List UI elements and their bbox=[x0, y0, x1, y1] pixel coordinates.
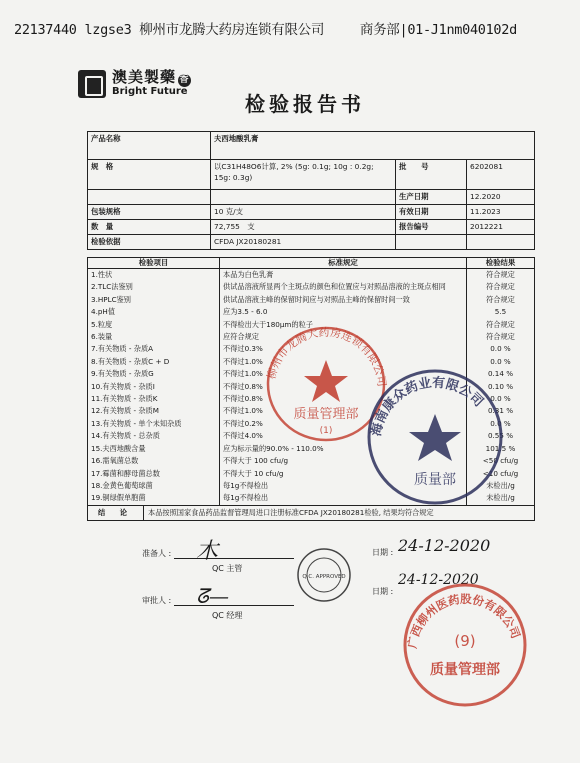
fax-header-line bbox=[14, 18, 517, 38]
approved-label: 审批人 : bbox=[142, 596, 172, 605]
test-row bbox=[88, 294, 535, 306]
test-standard: 不得过4.0% bbox=[220, 430, 467, 442]
stamp3-center-text: Q.C. APPROVED bbox=[302, 574, 346, 580]
test-result: 符合规定 bbox=[467, 269, 535, 281]
conclusion-label: 结 论 bbox=[88, 505, 144, 520]
stamp2-star-icon bbox=[409, 414, 461, 461]
test-standard: 不得过0.2% bbox=[220, 418, 467, 430]
col-result-header: 检验结果 bbox=[467, 258, 535, 269]
test-standard: 本品为白色乳膏 bbox=[220, 269, 467, 281]
stamp1-ring-text: 柳州市龙腾大药房连锁有限公司 bbox=[264, 325, 389, 388]
test-result: 0.0 % bbox=[467, 418, 535, 430]
test-result: 0.0 % bbox=[467, 343, 535, 355]
test-standard: 不得过0.8% bbox=[220, 393, 467, 405]
test-result: 0.0 % bbox=[467, 356, 535, 368]
test-item: 10.有关物质 - 杂质I bbox=[91, 381, 155, 391]
report-no-value: 2012221 bbox=[467, 220, 535, 235]
test-item: 5.粒度 bbox=[91, 319, 113, 329]
test-result: 0.31 % bbox=[467, 405, 535, 417]
prepared-signature: 木 bbox=[196, 539, 219, 564]
stamp2-ring-text: 海南康众药业有限公司 bbox=[369, 375, 486, 438]
test-standard: 不得过1.0% bbox=[220, 368, 467, 380]
logo-cn-text: 澳美製藥 bbox=[112, 68, 177, 87]
test-item: 18.金黄色葡萄球菌 bbox=[91, 480, 153, 490]
basis-label: 检验依据 bbox=[88, 235, 211, 250]
test-standard: 应符合规定 bbox=[220, 331, 467, 343]
product-name-label: 产品名称 bbox=[88, 132, 211, 160]
test-item: 15.夫西地酸含量 bbox=[91, 443, 146, 453]
logo-en-text: Bright Future bbox=[112, 86, 188, 98]
qty-label: 数 量 bbox=[88, 220, 211, 235]
test-result: 0.55 % bbox=[467, 430, 535, 442]
test-item: 1.性状 bbox=[91, 270, 113, 279]
batch-label: 批 号 bbox=[396, 160, 467, 190]
pack-label: 包装规格 bbox=[88, 205, 211, 220]
test-row bbox=[88, 269, 535, 281]
date-1-handwritten: 24-12-2020 bbox=[398, 536, 491, 555]
test-item: 2.TLC法鉴别 bbox=[91, 282, 133, 292]
qc-approved-stamp bbox=[296, 547, 352, 603]
stamp4-center-text: 质量管理部 bbox=[430, 662, 500, 678]
test-item: 4.pH值 bbox=[91, 307, 116, 317]
expiry-label: 有效日期 bbox=[396, 205, 467, 220]
test-standard: 应为标示量的90.0% - 110.0% bbox=[220, 443, 467, 455]
approved-signature: ᘔ— bbox=[196, 584, 229, 608]
date-label-1: 日期 : bbox=[372, 548, 394, 557]
test-standard: 每1g不得检出 bbox=[220, 480, 467, 492]
prepared-role: QC 主管 bbox=[212, 564, 243, 573]
prepared-label: 准备人 : bbox=[142, 549, 172, 558]
test-table-header bbox=[87, 257, 535, 269]
batch-value: 6202081 bbox=[467, 160, 535, 190]
approved-signature-line bbox=[174, 605, 294, 606]
prepared-signature-line bbox=[174, 558, 294, 559]
expiry-value: 11.2023 bbox=[467, 205, 535, 220]
stamp4-ring-text: 广西柳州医药股份有限公司 bbox=[404, 591, 523, 650]
date-row-2 bbox=[372, 586, 393, 597]
stamp1-number: (1) bbox=[319, 426, 333, 436]
conclusion-text: 本品按照国家食品药品监督管理局进口注册标准CFDA JX20180281检验, 结果均符合规定 bbox=[144, 505, 535, 520]
test-result: 5.5 bbox=[467, 306, 535, 318]
test-item: 13.有关物质 - 单个未知杂质 bbox=[91, 418, 182, 428]
date-row-1 bbox=[372, 547, 393, 558]
test-result: 0.0 % bbox=[467, 393, 535, 405]
test-item: 17.霉菌和酵母菌总数 bbox=[91, 468, 160, 478]
basis-value: CFDA JX20180281 bbox=[211, 235, 396, 250]
date-2-handwritten: 24-12-2020 bbox=[398, 572, 479, 588]
test-standard: 不得大于 100 cfu/g bbox=[220, 455, 467, 467]
test-standard: 供试品溶液主峰的保留时间应与对照品主峰的保留时间一致 bbox=[220, 294, 467, 306]
test-result: <50 cfu/g bbox=[467, 455, 535, 467]
test-item: 7.有关物质 - 杂质A bbox=[91, 344, 154, 354]
distributor-qa-stamp bbox=[400, 580, 530, 710]
product-info-table bbox=[87, 131, 535, 250]
header-department: 商务部|01-J1nm040102d bbox=[359, 22, 517, 38]
test-result: 符合规定 bbox=[467, 281, 535, 293]
logo-badge: 香 bbox=[178, 74, 191, 87]
test-item: 9.有关物质 - 杂质G bbox=[91, 369, 154, 379]
test-item: 14.有关物质 - 总杂质 bbox=[91, 431, 160, 441]
test-result: 符合规定 bbox=[467, 294, 535, 306]
test-result: 符合规定 bbox=[467, 331, 535, 343]
mfg-date-label: 生产日期 bbox=[396, 190, 467, 205]
spec-value: 以C31H48O6计算, 2% (5g: 0.1g; 10g : 0.2g; 15g: 0.3g) bbox=[211, 160, 396, 190]
report-no-label: 报告编号 bbox=[396, 220, 467, 235]
test-result: 未检出/g bbox=[467, 492, 535, 504]
test-standard: 不得大于 10 cfu/g bbox=[220, 468, 467, 480]
test-row bbox=[88, 306, 535, 318]
date-label-2: 日期 : bbox=[372, 587, 394, 596]
test-item: 12.有关物质 - 杂质M bbox=[91, 406, 159, 416]
col-item-header: 检验项目 bbox=[88, 258, 220, 269]
test-item: 19.铜绿假单胞菌 bbox=[91, 493, 146, 503]
stamp1-star-icon bbox=[304, 360, 348, 402]
test-result: 符合规定 bbox=[467, 319, 535, 331]
header-code: 22137440 bbox=[14, 22, 77, 38]
stamp4-number: (9) bbox=[454, 632, 476, 650]
test-standard: 供试品溶液所显两个主斑点的颜色和位置应与对照品溶液的主斑点相同 bbox=[220, 281, 467, 293]
test-standard: 不得过1.0% bbox=[220, 356, 467, 368]
test-result: 未检出/g bbox=[467, 480, 535, 492]
svg-text:海南康众药业有限公司 bbox=[368, 375, 486, 438]
qty-value: 72,755 支 bbox=[211, 220, 396, 235]
stamp1-center-text: 质量管理部 bbox=[293, 407, 359, 422]
mfg-date-value: 12.2020 bbox=[467, 190, 535, 205]
col-standard-header: 标准规定 bbox=[220, 258, 467, 269]
test-item: 8.有关物质 - 杂质C + D bbox=[91, 356, 170, 366]
test-row bbox=[88, 281, 535, 293]
product-name-value: 夫西地酸乳膏 bbox=[211, 132, 535, 160]
test-item: 3.HPLC鉴别 bbox=[91, 294, 131, 304]
supplier-qa-stamp bbox=[360, 362, 510, 512]
approved-role: QC 经理 bbox=[212, 611, 243, 620]
header-company: 柳州市龙腾大药房连锁有限公司 bbox=[139, 22, 325, 38]
stamp2-center-text: 质量部 bbox=[414, 472, 456, 488]
test-item: 16.需氧菌总数 bbox=[91, 456, 139, 466]
test-standard: 应为3.5 - 6.0 bbox=[220, 306, 467, 318]
test-standard: 不得检出大于180μm的粒子 bbox=[220, 319, 467, 331]
test-result: 0.14 % bbox=[467, 368, 535, 380]
pack-value: 10 克/支 bbox=[211, 205, 396, 220]
header-user: lzgse3 bbox=[84, 22, 132, 38]
test-item: 11.有关物质 - 杂质K bbox=[91, 394, 158, 404]
spec-label: 规 格 bbox=[88, 160, 211, 190]
test-result: 0.10 % bbox=[467, 381, 535, 393]
test-standard: 不得过1.0% bbox=[220, 405, 467, 417]
test-item: 6.装量 bbox=[91, 332, 113, 342]
test-result: <10 cfu/g bbox=[467, 468, 535, 480]
test-standard: 不得过0.3% bbox=[220, 343, 467, 355]
test-standard: 不得过0.8% bbox=[220, 381, 467, 393]
document-title: 检验报告书 bbox=[245, 92, 365, 116]
test-result: 101.5 % bbox=[467, 443, 535, 455]
test-standard: 每1g不得检出 bbox=[220, 492, 467, 504]
